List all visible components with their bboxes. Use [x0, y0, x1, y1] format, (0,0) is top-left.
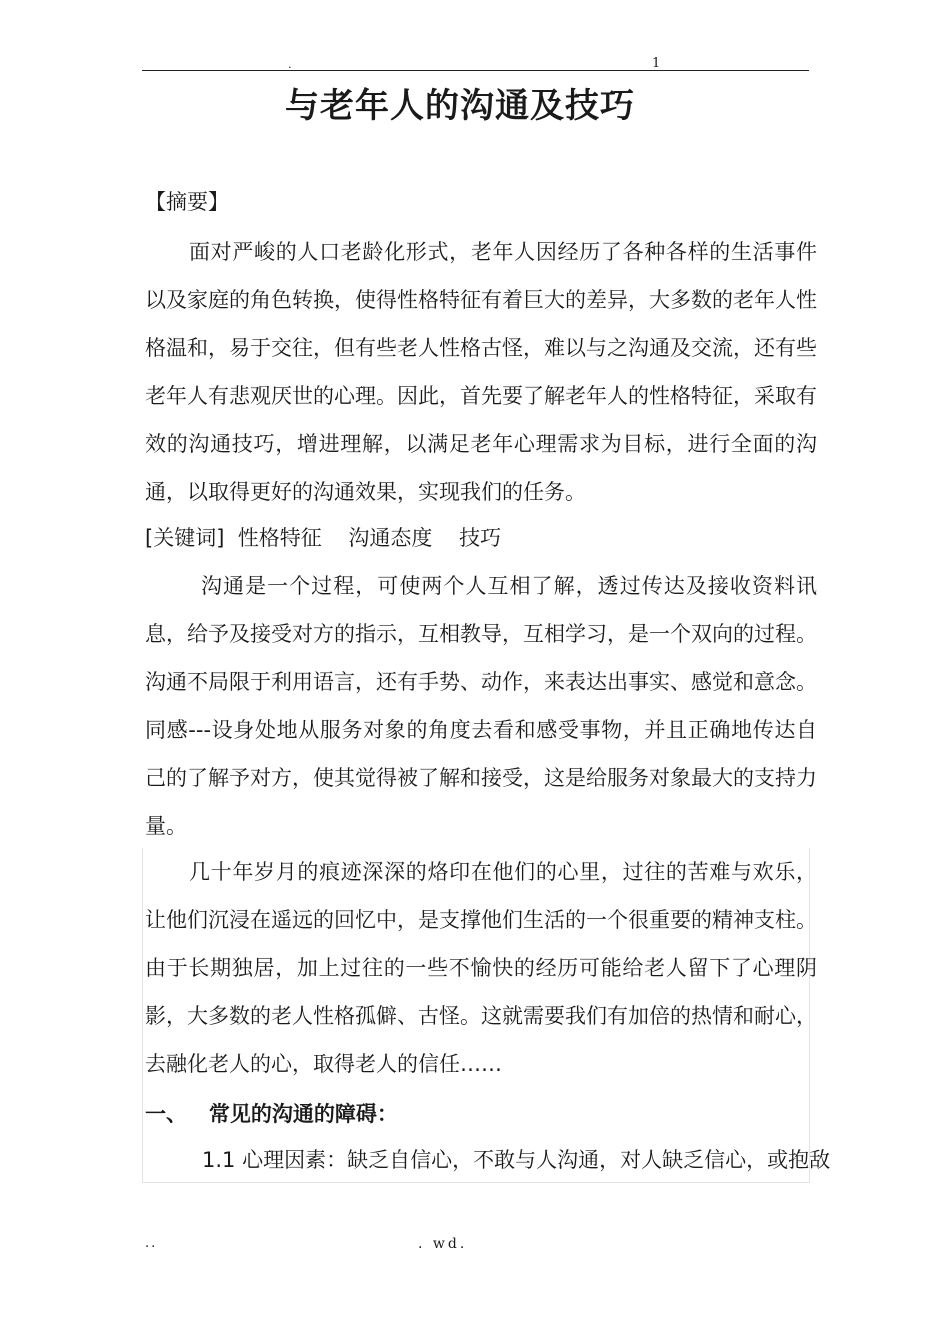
paragraph-communication: 沟通是一个过程，可使两个人互相了解，透过传达及接收资料讯息，给予及接受对方的指示，互相教导，互相学习，是一个双向的过程。沟通不局限于利用语言，还有手势、动作，来表达出事实、感觉和意念。同感---设身处地从服务对象的角度去看和感受事物，并且正确地传达自己的了解予对方，使其觉得被了解和接受，这是给服务对象最大的支持力量。: [145, 574, 817, 838]
header-page-number: 1: [652, 56, 661, 71]
header-rule: [142, 70, 809, 71]
document-title: 与老年人的沟通及技巧: [285, 86, 635, 126]
abstract-paragraph: 面对严峻的人口老龄化形式，老年人因经历了各种各样的生活事件以及家庭的角色转换，使得性格特征有着巨大的差异，大多数的老年人性格温和，易于交往，但有些老人性格古怪，难以与之沟通及交流，还有些老年人有悲观厌世的心理。因此，首先要了解老年人的性格特征，采取有效的沟通技巧，增进理解，以满足老年心理需求为目标，进行全面的沟通，以取得更好的沟通效果，实现我们的任务。: [145, 240, 817, 504]
keywords-line: [关键词] 性格特征 沟通态度 技巧: [145, 526, 502, 550]
abstract-heading: 【摘要】: [145, 190, 229, 214]
paragraph-elderly-memories: 几十年岁月的痕迹深深的烙印在他们的心里，过往的苦难与欢乐，让他们沉浸在遥远的回忆中，是支撑他们生活的一个很重要的精神支柱。由于长期独居，加上过往的一些不愉快的经历可能给老人留下了心理阴影，大多数的老人性格孤僻、古怪。这就需要我们有加倍的热情和耐心，去融化老人的心，取得老人的信任……: [145, 860, 817, 1076]
footer-center-text: . wd.: [418, 1236, 468, 1252]
header-dot: .: [288, 58, 292, 71]
section-heading-1: 一、 常见的沟通的障碍：: [145, 1102, 398, 1126]
paragraph-1-1: 1.1 心理因素：缺乏自信心，不敢与人沟通，对人缺乏信心，或抱敌: [202, 1148, 831, 1172]
footer-left-dots: ..: [145, 1236, 158, 1251]
